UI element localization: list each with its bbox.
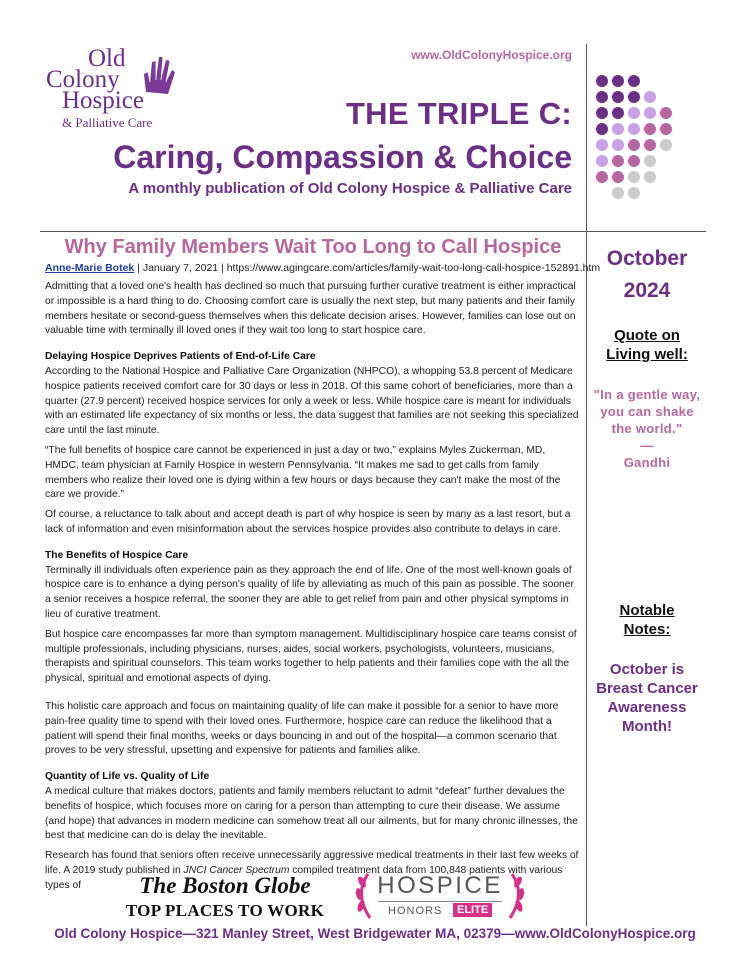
award-title: HOSPICE <box>377 872 503 899</box>
article-paragraph: “The full benefits of hospice care cannot be experienced in just a day or two,” explains Myles Zuckerman, MD, HMDC, team physician at Family Hospice in western Pennsylvania. “It makes me sad to get calls from family members who realize their loved one is dying within a few hours or days because they can't make the most of the care we provide.” <box>45 444 561 501</box>
dot <box>644 91 656 103</box>
notes-block <box>587 660 707 736</box>
dot <box>644 171 656 183</box>
spacer <box>45 692 581 700</box>
hand-icon <box>140 52 178 98</box>
paragraph-text: compiled treatment data from 100,848 patients with various types of <box>45 864 563 891</box>
globe-name: The Boston Globe <box>139 873 311 898</box>
notes-line: October is <box>609 661 685 678</box>
dot <box>612 107 624 119</box>
dot <box>628 155 640 167</box>
award-honors-label: HONORS <box>388 905 443 917</box>
article-paragraph: Admitting that a loved one's health has declined so much that pursuing further curative treatment is either impractical or impossible is a hard thing to do. Choosing comfort care is usually the next step, but many patients and their family members hesitate or second-guess themselves when this delicate decision arises. However, families can lose out on valuable time with terminally ill loved ones if they wait too long to start hospice care. <box>45 281 576 337</box>
article-paragraph: According to the National Hospice and Palliative Care Organization (NHPCO), a whopping 53.8 percent of Medicare hospice patients received comfort care for 30 days or less in 2018. Of this same cohort of beneficiaries, more than a quarter (27.9 percent) received hospice services for only a week or less. While hospice care is meant for individuals with an estimated life expectancy of six months or less, the data suggest that families are not seeking this specialized care until the last minute. <box>45 365 579 437</box>
dot <box>612 123 624 135</box>
logo-word-hospice: Hospice <box>62 87 144 114</box>
dot <box>596 139 608 151</box>
notes-line: Breast Cancer <box>596 680 698 697</box>
article-meta: | January 7, 2021 | https://www.agingcare.com/articles/family-wait-too-long-call-hospice-152891.htm <box>134 262 601 274</box>
dot <box>644 123 656 135</box>
column-divider-vertical <box>586 44 587 926</box>
quote-heading-line: Quote on <box>614 327 680 344</box>
header-website-url[interactable]: www.OldColonyHospice.org <box>411 48 572 62</box>
dot <box>644 155 656 167</box>
notes-line: Month! <box>622 718 672 735</box>
decorative-dot-grid <box>596 75 686 205</box>
dot <box>644 139 656 151</box>
hospice-honors-badge <box>350 868 530 923</box>
dot <box>628 107 640 119</box>
dot <box>660 123 672 135</box>
article-title: Why Family Members Wait Too Long to Call Hospice <box>64 236 562 258</box>
dot <box>596 155 608 167</box>
issue-year: 2024 <box>623 279 671 302</box>
issue-date <box>587 243 707 307</box>
article-paragraph: Terminally ill individuals often experience pain as they approach the end of life. One of the most well-known goals of hospice care is to enhance a dying person's quality of life by alleviating as much of this pain as possible. The sooner a senior receives a hospice referral, the sooner they are able to get relief from pain and other physical symptoms in lieu of curative treatment. <box>45 564 574 620</box>
globe-award: TOP PLACES TO WORK <box>125 901 325 920</box>
author-link[interactable]: Anne-Marie Botek <box>45 262 135 274</box>
logo-tagline: & Palliative Care <box>62 115 153 130</box>
award-divider <box>378 901 502 902</box>
dot <box>628 123 640 135</box>
header-divider-horizontal <box>40 231 706 232</box>
quote-heading-line: Living well: <box>606 346 688 363</box>
dot <box>596 123 608 135</box>
dot <box>612 75 624 87</box>
article-paragraph: A medical culture that makes doctors, patients and family members reluctant to admit “defeat” further devalues the benefits of hospice, which focuses more on caring for a person than attempting to cure their disease. We assume (and hope) that advances in modern medicine can somehow treat all our ailments, but for many chronic illnesses, the best that medicine can do is delay the inevitable. <box>45 785 578 842</box>
dot <box>612 187 624 199</box>
dot <box>612 155 624 167</box>
dot <box>660 107 672 119</box>
dot <box>644 107 656 119</box>
quote-line: the world." <box>611 421 683 436</box>
article-paragraph: Of course, a reluctance to talk about and accept death is part of why hospice is seen by many as a last resort, but a lack of information and even misinformation about the services hospice provides also contribute to delays in care. <box>45 509 571 535</box>
quote-dash: — <box>640 438 654 453</box>
quote-block <box>587 386 707 471</box>
logo-word-colony: Colony <box>46 66 120 93</box>
quote-line: you can shake <box>600 404 694 419</box>
footer-address: Old Colony Hospice—321 Manley Street, West Bridgewater MA, 02379—www.OldColonyHospice.org <box>54 926 696 941</box>
dot <box>596 107 608 119</box>
section-heading: Delaying Hospice Deprives Patients of End-of-Life Care <box>45 351 316 363</box>
quote-author: Gandhi <box>623 455 671 470</box>
article-paragraph: This holistic care approach and focus on maintaining quality of life can make it possible for a senior to have more pain-free quality time to spend with their loved ones. Furthermore, hospice care can reduce the likelihood that a patient will spend their final months, weeks or days bouncing in and out of the hospital—a common scenario that proves to be very stressful, upsetting and expensive for patients and families alike. <box>45 700 559 757</box>
dot <box>596 171 608 183</box>
award-elite-label: ELITE <box>453 903 492 917</box>
boston-globe-badge <box>120 873 330 921</box>
quote-heading <box>587 326 707 364</box>
dot <box>612 139 624 151</box>
section-heading: The Benefits of Hospice Care <box>45 549 189 561</box>
dot <box>596 75 608 87</box>
dot <box>612 91 624 103</box>
dot <box>628 91 640 103</box>
dot <box>660 139 672 151</box>
organization-logo <box>40 46 180 136</box>
dot <box>612 171 624 183</box>
article-body <box>45 280 581 898</box>
notes-heading-line: Notes: <box>623 621 671 638</box>
article-byline <box>45 262 600 274</box>
dot <box>596 91 608 103</box>
notes-heading-line: Notable <box>619 602 675 619</box>
notes-heading <box>587 601 707 639</box>
dot <box>628 171 640 183</box>
quote-line: "In a gentle way, <box>593 387 701 402</box>
section-heading: Quantity of Life vs. Quality of Life <box>45 771 210 783</box>
newsletter-title: THE TRIPLE C: <box>345 96 572 131</box>
journal-name: JNCI Cancer Spectrum <box>183 864 290 876</box>
notes-line: Awareness <box>607 699 687 716</box>
article-paragraph: But hospice care encompasses far more than symptom management. Multidisciplinary hospice care teams consist of multiple professionals, including physicians, nurses, aides, social workers, psychologists, volunteers, musicians, therapists and spiritual counselors. This team works together to help patients and their families cope with the all the physical, spiritual and emotional aspects of dying. <box>45 628 577 685</box>
paragraph-text: Research has found that seniors often receive unnecessarily aggressive medical treatments in their last few weeks of life. A 2019 study published in <box>45 850 579 876</box>
newsletter-subtitle: A monthly publication of Old Colony Hospice & Palliative Care <box>128 180 572 197</box>
dot <box>628 75 640 87</box>
dot <box>628 187 640 199</box>
issue-month: October <box>606 247 688 270</box>
dot <box>628 139 640 151</box>
newsletter-tagline: Caring, Compassion & Choice <box>113 139 572 175</box>
logo-word-old: Old <box>88 45 126 72</box>
